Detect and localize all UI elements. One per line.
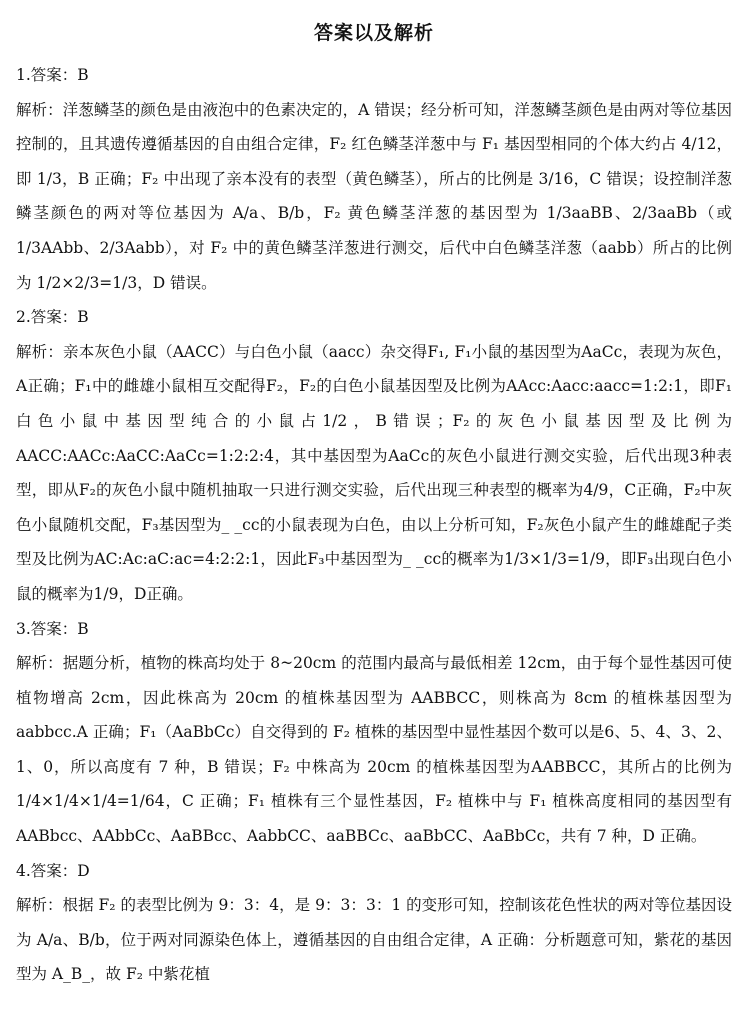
q3-answer: 3.答案：B (16, 619, 89, 638)
q1-analysis: 解析：洋葱鳞茎的颜色是由液泡中的色素决定的，A 错误；经分析可知，洋葱鳞茎颜色是由两对等位基因控制的，且其遗传遵循基因的自由组合定律，F₂ 红色鳞茎洋葱中与 F₁ 基因型相同的个体大约占 4/12，即 1/3，B 正确；F₂ 中出现了亲本没有的表型（黄色鳞茎），所占的比例是 3/16，C 错误；设控制洋葱鳞茎颜色的两对等位基因为 A/a、B/b，F₂ 黄色鳞茎洋葱的基因型为 1/3aaBB、2/3aaBb（或 1/3AAbb、2/3Aabb），对 F₂ 中的黄色鳞茎洋葱进行测交，后代中白色鳞茎洋葱（aabb）所占的比例为 1/2×2/3=1/3，D 错误。 (16, 100, 732, 292)
q3-analysis: 解析：据题分析，植物的株高均处于 8~20cm 的范围内最高与最低相差 12cm，由于每个显性基因可使植物增高 2cm，因此株高为 20cm 的植株基因型为 AABBCC，则株高为 8cm 的植株基因型为 aabbcc.A 正确；F₁（AaBbCc）自交得到的 F₂ 植株的基因型中显性基因个数可以是6、5、4、3、2、1、0，所以高度有 7 种，B 错误；F₂ 中株高为 20cm 的植株基因型为AABBCC，其所占的比例为 1/4×1/4×1/4=1/64，C 正确；F₁ 植株有三个显性基因，F₂ 植株中与 F₁ 植株高度相同的基因型有 AABbcc、AAbbCc、AaBBcc、AabbCC、aaBBCc、aaBbCC、AaBbCc，共有 7 种，D 正确。 (16, 654, 732, 846)
q4-analysis: 解析：根据 F₂ 的表型比例为 9：3：4，是 9：3：3：1 的变形可知，控制该花色性状的两对等位基因设为 A/a、B/b，位于两对同源染色体上，遵循基因的自由组合定律，A 正确：分析题意可知，紫花的基因型为 A_B_，故 F₂ 中紫花植 (16, 896, 732, 984)
document-body (16, 58, 732, 992)
q2-analysis: 解析：亲本灰色小鼠（AACC）与白色小鼠（aacc）杂交得F₁, F₁小鼠的基因型为AaCc，表现为灰色，A正确；F₁中的雌雄小鼠相互交配得F₂，F₂的白色小鼠基因型及比例为AAcc:Aacc:aacc=1:2:1，即F₁白色小鼠中基因型纯合的小鼠占1/2，B错误；F₂的灰色小鼠基因型及比例为AACC:AACc:AaCC:AaCc=1:2:2:4，其中基因型为AaCc的灰色小鼠进行测交实验，后代出现3种表型，即从F₂的灰色小鼠中随机抽取一只进行测交实验，后代出现三种表型的概率为4/9，C正确，F₂中灰色小鼠随机交配，F₃基因型为_ _cc的小鼠表现为白色，由以上分析可知，F₂灰色小鼠产生的雌雄配子类型及比例为AC:Ac:aC:ac=4:2:2:1，因此F₃中基因型为_ _cc的概率为1/3×1/3=1/9，即F₃出现白色小鼠的概率为1/9，D正确。 (16, 342, 732, 603)
text-fade-overlay (340, 985, 460, 1015)
page-title: 答案以及解析 (313, 22, 434, 44)
q2-answer: 2.答案：B (16, 308, 89, 327)
q4-answer: 4.答案：D (16, 861, 90, 880)
q1-answer: 1.答案：B (16, 66, 89, 84)
